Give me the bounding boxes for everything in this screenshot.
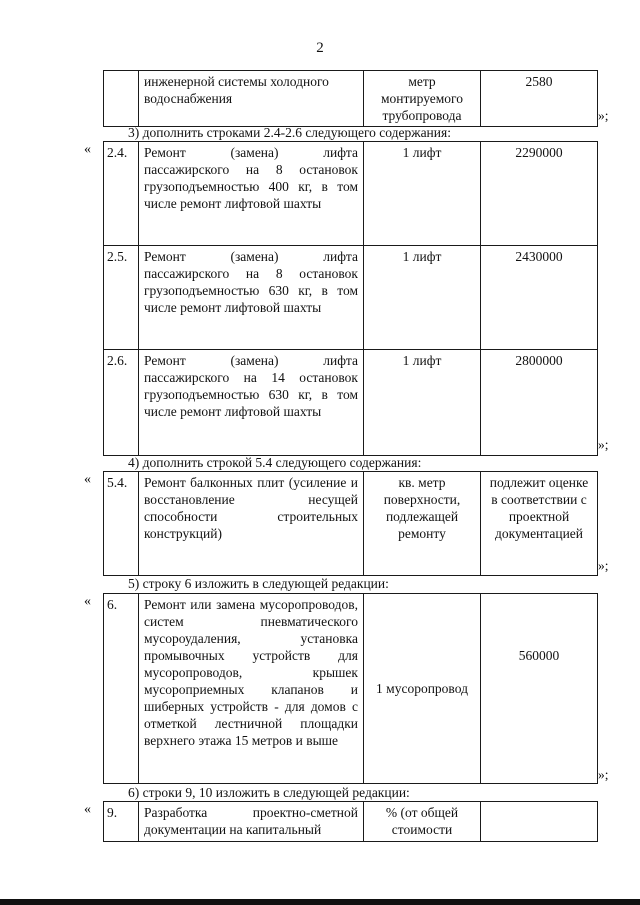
row-name: Разработка проектно-сметной документации на капитальный — [139, 802, 364, 842]
row-value: подлежит оценке в соответствии с проектной документацией — [481, 472, 598, 576]
row-unit: 1 лифт — [364, 246, 481, 350]
row-name: Ремонт балконных плит (усиление и восстановление несущей способности строительных конструкций) — [139, 472, 364, 576]
row-number: 9. — [104, 802, 139, 842]
row-value: 2580 — [481, 71, 598, 127]
row-number: 5.4. — [104, 472, 139, 576]
opening-quote: « — [84, 142, 91, 157]
table-section-4 — [103, 471, 598, 576]
table-section-6 — [103, 801, 598, 842]
row-number: 2.5. — [104, 246, 139, 350]
row-unit: 1 мусоропровод — [364, 594, 481, 784]
row-number: 6. — [104, 594, 139, 784]
closing-quote: »; — [598, 108, 609, 123]
row-number: 2.6. — [104, 350, 139, 456]
table-row — [104, 802, 598, 842]
table-row — [104, 142, 598, 246]
table-continuation — [103, 70, 598, 127]
closing-quote: »; — [598, 437, 609, 452]
closing-quote: »; — [598, 767, 609, 782]
row-unit: кв. метр поверхности, подлежащей ремонту — [364, 472, 481, 576]
table-row — [104, 246, 598, 350]
closing-quote: »; — [598, 558, 609, 573]
row-name: инженерной системы холодного водоснабжения — [139, 71, 364, 127]
row-name: Ремонт (замена) лифта пассажирского на 8 остановок грузоподъемностью 630 кг, в том числе ремонт лифтовой шахты — [139, 246, 364, 350]
row-value: 560000 — [481, 594, 598, 784]
opening-quote: « — [84, 594, 91, 609]
table-row — [104, 350, 598, 456]
row-name: Ремонт (замена) лифта пассажирского на 14 остановок грузоподъемностью 630 кг, в том числе ремонт лифтовой шахты — [139, 350, 364, 456]
row-value: 2800000 — [481, 350, 598, 456]
row-number: 2.4. — [104, 142, 139, 246]
row-unit: % (от общей стоимости — [364, 802, 481, 842]
row-value: 2430000 — [481, 246, 598, 350]
row-name: Ремонт или замена мусоропроводов, систем пневматического мусороудаления, установка промывочных устройств для мусоропроводов, крышек мусороприемных клапанов и шиберных устройств - для домов с отметкой лестничной площадки верхнего этажа 15 метров и выше — [139, 594, 364, 784]
scan-edge — [0, 899, 640, 905]
opening-quote: « — [84, 802, 91, 817]
table-row — [104, 71, 598, 127]
row-unit: 1 лифт — [364, 142, 481, 246]
section-5-heading: 5) строку 6 изложить в следующей редакции: — [128, 576, 389, 591]
table-row — [104, 594, 598, 784]
section-6-heading: 6) строки 9, 10 изложить в следующей редакции: — [128, 785, 410, 800]
row-name: Ремонт (замена) лифта пассажирского на 8 остановок грузоподъемностью 400 кг, в том числе ремонт лифтовой шахты — [139, 142, 364, 246]
page-number: 2 — [316, 40, 324, 56]
opening-quote: « — [84, 472, 91, 487]
row-unit: 1 лифт — [364, 350, 481, 456]
row-value: 2290000 — [481, 142, 598, 246]
row-value — [481, 802, 598, 842]
row-number — [104, 71, 139, 127]
section-4-heading: 4) дополнить строкой 5.4 следующего содержания: — [128, 455, 422, 470]
table-section-5 — [103, 593, 598, 784]
table-row — [104, 472, 598, 576]
section-3-heading: 3) дополнить строками 2.4-2.6 следующего содержания: — [128, 125, 451, 140]
row-unit: метр монтируемого трубопровода — [364, 71, 481, 127]
table-section-3 — [103, 141, 598, 456]
